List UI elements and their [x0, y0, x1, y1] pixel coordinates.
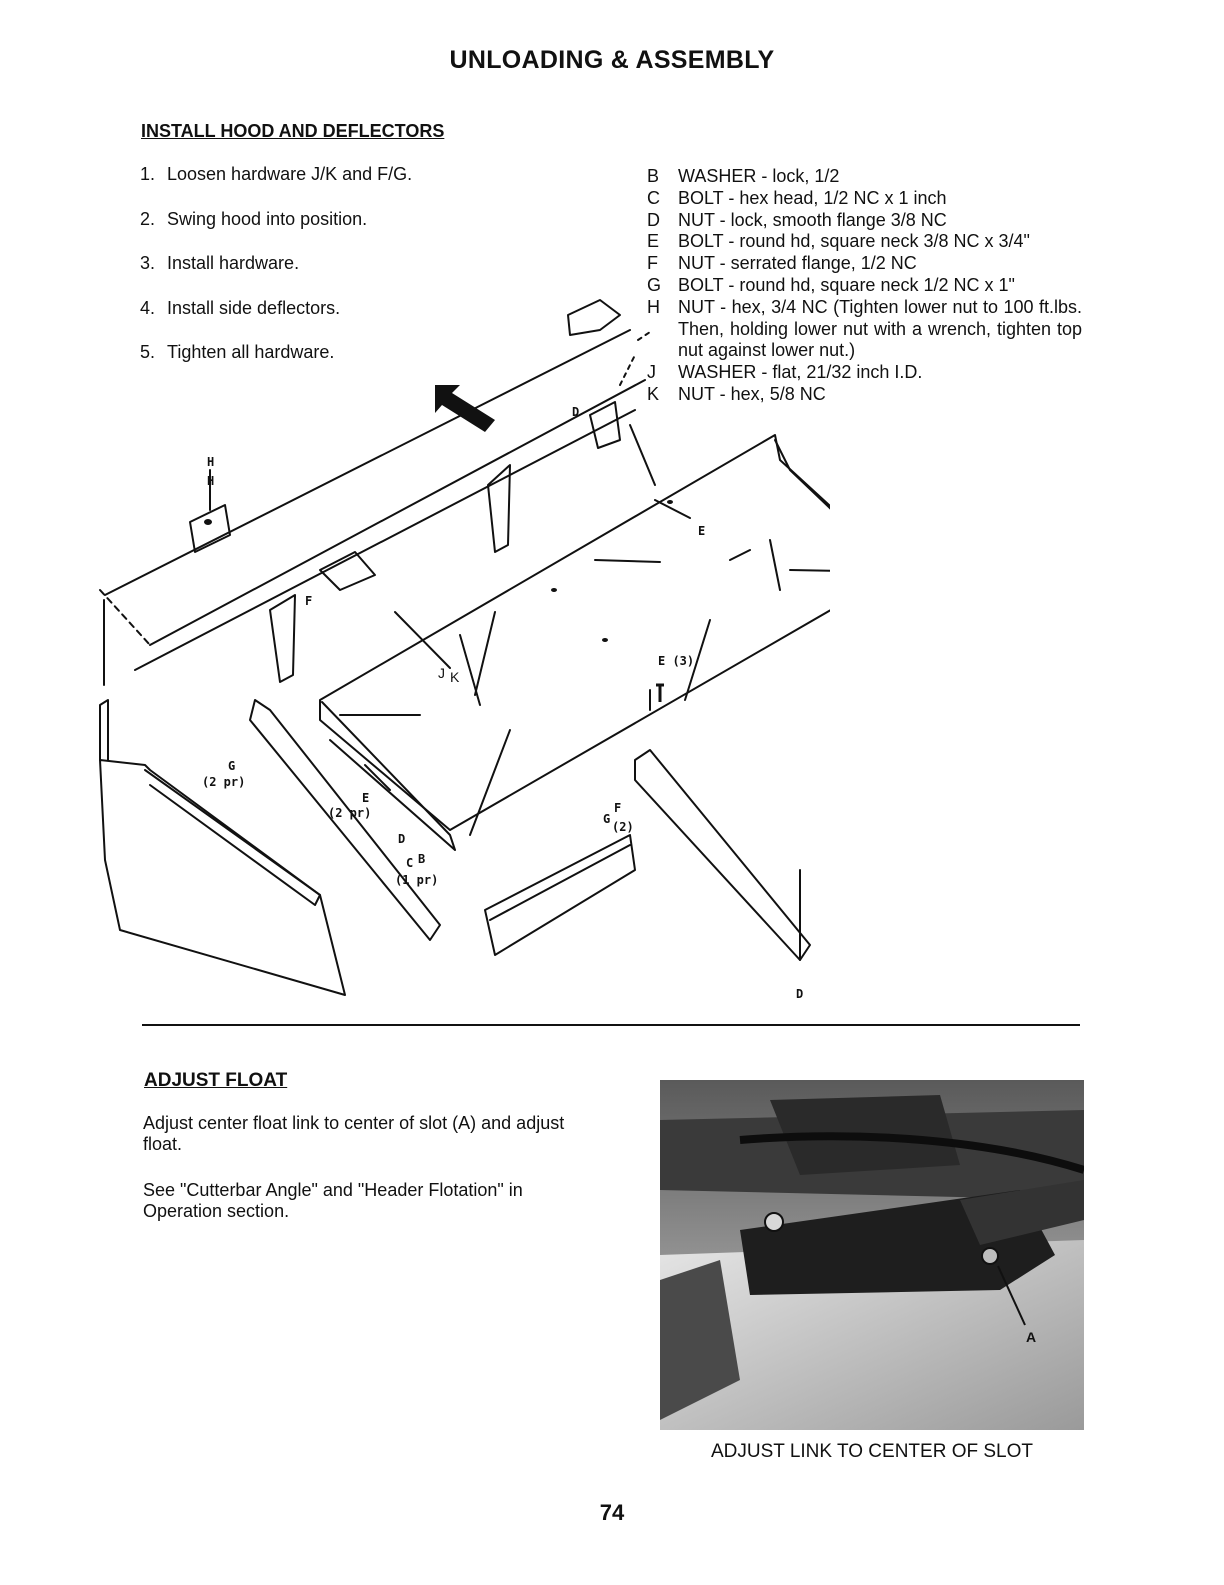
left-mount-tab	[190, 505, 230, 552]
label-one-pair: (1 pr)	[395, 873, 439, 887]
part-letter: J	[647, 362, 656, 383]
step-number: 4.	[140, 297, 156, 318]
step-text: Swing hood into position.	[167, 208, 368, 229]
step-text: Install side deflectors.	[167, 297, 341, 318]
part-description: NUT - hex, 5/8 NC	[678, 383, 826, 404]
part-row	[647, 253, 1082, 275]
label-j: J	[438, 665, 445, 681]
label-h1: H	[207, 455, 215, 469]
part-row	[647, 188, 1082, 210]
part-letter: E	[647, 231, 660, 252]
part-letter: F	[647, 253, 658, 274]
adjust-float-heading: ADJUST FLOAT	[144, 1070, 288, 1091]
right-brace	[635, 750, 810, 960]
label-d-bottom: D	[796, 987, 804, 1001]
hood-right-edge	[775, 440, 830, 575]
label-gf-g: G	[603, 812, 611, 826]
label-d-top: D	[572, 405, 580, 419]
step-number: 5.	[140, 342, 156, 362]
part-letter: G	[647, 274, 662, 295]
part-letter: D	[647, 209, 660, 230]
photo-label-a: A	[1026, 1329, 1037, 1345]
mid-mount-tab	[488, 465, 510, 552]
label-e3: E (3)	[658, 654, 695, 668]
part-letter: K	[647, 383, 660, 404]
label-gf-2: (2)	[612, 820, 634, 834]
step-number: 1.	[140, 164, 156, 184]
photo-slot-bolt	[982, 1248, 998, 1264]
part-letter: B	[647, 166, 660, 186]
part-description: BOLT - hex head, 1/2 NC x 1 inch	[678, 187, 947, 208]
step-number: 3.	[140, 253, 156, 273]
part-description: WASHER - flat, 21/32 inch I.D.	[678, 362, 923, 383]
left-deflector-flange	[145, 770, 320, 905]
label-e-pair: (2 pr)	[328, 806, 372, 820]
label-e-left: E	[362, 791, 370, 805]
hood-hole	[602, 638, 608, 642]
page-number: 74	[599, 1500, 625, 1525]
label-d-mid: D	[398, 832, 406, 846]
step-text: Tighten all hardware.	[167, 342, 335, 362]
bolt-icon	[656, 685, 664, 702]
f-mount-tab	[270, 595, 295, 682]
hood-assembly-diagram	[90, 290, 830, 1010]
float-link-photo	[660, 1080, 1084, 1430]
hood-creases	[340, 560, 830, 715]
label-b: B	[418, 852, 426, 866]
label-g-pair: (2 pr)	[202, 775, 246, 789]
label-c: C	[406, 856, 414, 870]
hood-hole	[667, 500, 673, 504]
step-text: Install hardware.	[167, 253, 300, 273]
frame-tube	[105, 330, 645, 670]
top-bracket	[568, 300, 620, 335]
part-description: NUT - serrated flange, 1/2 NC	[678, 253, 917, 274]
hood-shell	[320, 435, 830, 830]
label-f: F	[305, 594, 313, 608]
label-h2: H	[207, 474, 215, 488]
vertical-stud	[100, 700, 108, 760]
dashed-leader	[620, 332, 650, 385]
part-description: WASHER - lock, 1/2	[678, 166, 840, 186]
float-instruction: Adjust center float link to center of slot (A) and adjust float.	[143, 1113, 565, 1154]
part-letter: C	[647, 187, 660, 208]
float-reference: See "Cutterbar Angle" and "Header Flotation" in Operation section.	[143, 1180, 523, 1221]
step-text: Loosen hardware J/K and F/G.	[167, 164, 413, 184]
step-item	[140, 209, 540, 254]
label-gf-f: F	[614, 801, 622, 815]
part-row	[647, 231, 1082, 253]
photo-caption: ADJUST LINK TO CENTER OF SLOT	[710, 1441, 1033, 1462]
frame-end-dashed	[100, 590, 150, 645]
label-k: K	[450, 669, 460, 685]
jk-bracket	[320, 552, 375, 590]
step-number: 2.	[140, 208, 156, 229]
hood-front-edge	[322, 702, 455, 850]
install-hood-heading: INSTALL HOOD AND DEFLECTORS	[141, 121, 445, 141]
part-description: NUT - hex, 3/4 NC (Tighten lower nut to 100 ft.lbs. Then, holding lower nut with a wrench, tighten top nut against lower nut.)	[678, 296, 1082, 361]
left-deflector	[100, 760, 345, 995]
part-letter: H	[647, 296, 660, 317]
section-divider	[142, 1024, 1080, 1026]
part-description: BOLT - round hd, square neck 3/8 NC x 3/4"	[678, 231, 1030, 252]
part-description: NUT - lock, smooth flange 3/8 NC	[678, 209, 947, 230]
label-e: E	[698, 524, 706, 538]
part-row	[647, 166, 1082, 188]
part-description: BOLT - round hd, square neck 1/2 NC x 1"	[678, 274, 1015, 295]
bottom-strip-edge	[490, 845, 630, 920]
step-item	[140, 164, 540, 209]
page-title: UNLOADING & ASSEMBLY	[449, 46, 775, 74]
left-brace	[250, 700, 440, 940]
part-row	[647, 210, 1082, 232]
tab-hole	[204, 519, 212, 525]
photo-bolt-head	[765, 1213, 783, 1231]
label-g: G	[228, 759, 236, 773]
hood-hole	[551, 588, 557, 592]
bottom-strip	[485, 835, 635, 955]
